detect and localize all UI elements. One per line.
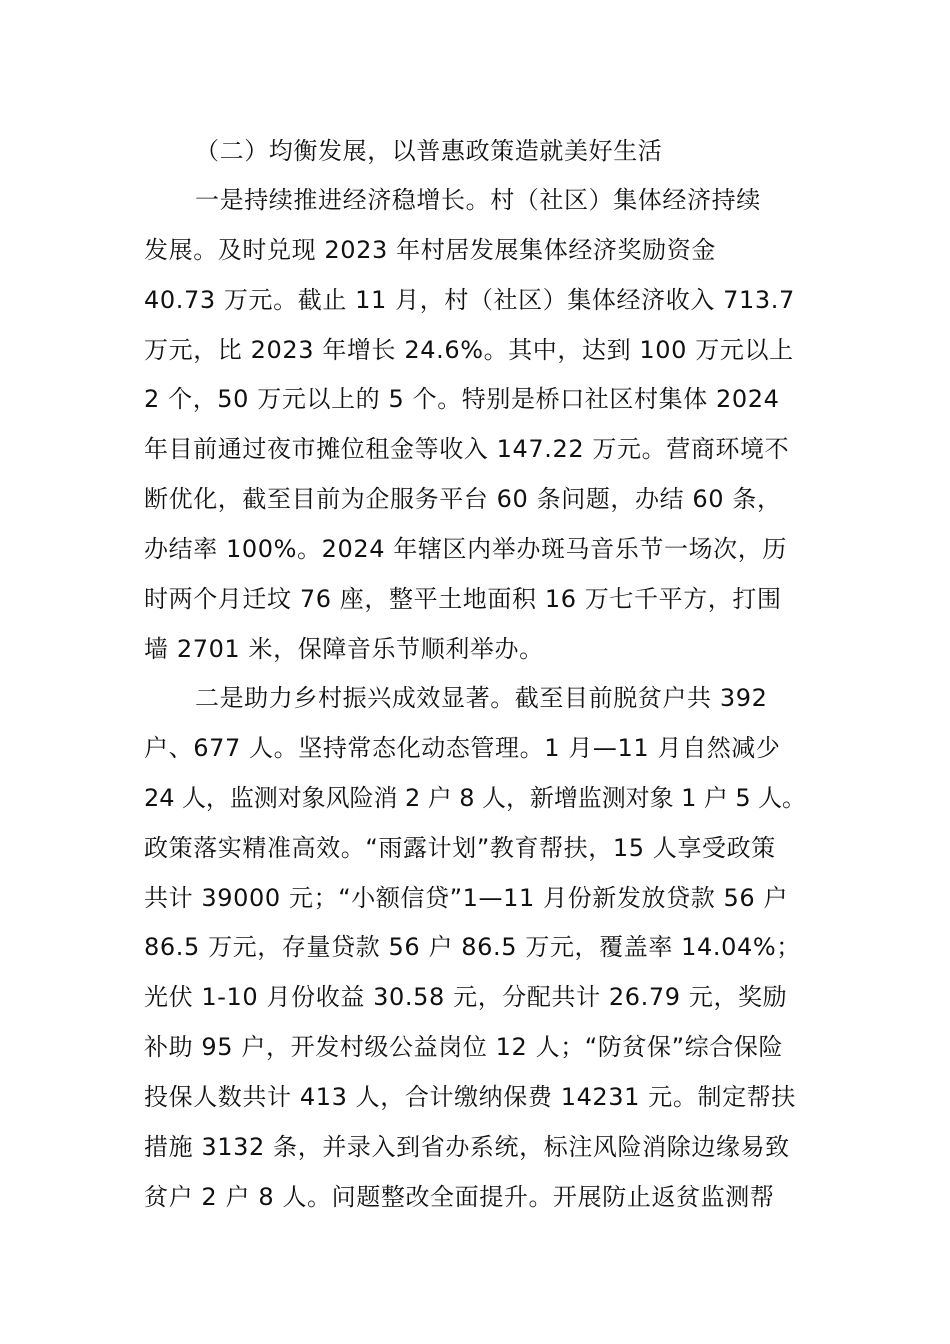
paragraph-1-line-5: 2 个，50 万元以上的 5 个。特别是桥口社区村集体 2024 bbox=[144, 385, 780, 413]
paragraph-2-line-6: 86.5 万元，存量贷款 56 户 86.5 万元，覆盖率 14.04%； bbox=[144, 933, 801, 961]
paragraph-1-line-1: 一是持续推进经济稳增长。村（社区）集体经济持续 bbox=[195, 186, 761, 214]
paragraph-1-line-6: 年目前通过夜市摊位租金等收入 147.22 万元。营商环境不 bbox=[144, 435, 790, 463]
paragraph-1-line-10: 墙 2701 米，保障音乐节顺利举办。 bbox=[144, 635, 544, 663]
paragraph-2-line-3: 24 人，监测对象风险消 2 户 8 人，新增监测对象 1 户 5 人。 bbox=[144, 784, 806, 812]
paragraph-1-line-3: 40.73 万元。截止 11 月，村（社区）集体经济收入 713.7 bbox=[144, 286, 795, 314]
paragraph-1-line-9: 时两个月迁坟 76 座，整平土地面积 16 万七千平方，打围 bbox=[144, 585, 782, 613]
paragraph-2-line-2: 户、677 人。坚持常态化动态管理。1 月—11 月自然减少 bbox=[144, 734, 781, 762]
paragraph-2-line-9: 投保人数共计 413 人，合计缴纳保费 14231 元。制定帮扶 bbox=[144, 1083, 796, 1111]
paragraph-1-line-2: 发展。及时兑现 2023 年村居发展集体经济奖励资金 bbox=[144, 236, 716, 264]
paragraph-2-line-10: 措施 3132 条，并录入到省办系统，标注风险消除边缘易致 bbox=[144, 1133, 790, 1161]
paragraph-2-line-4: 政策落实精准高效。“雨露计划”教育帮扶，15 人享受政策 bbox=[144, 834, 776, 862]
paragraph-2-line-8: 补助 95 户，开发村级公益岗位 12 人；“防贫保”综合保险 bbox=[144, 1033, 784, 1061]
paragraph-1-line-4: 万元，比 2023 年增长 24.6%。其中，达到 100 万元以上 bbox=[144, 336, 794, 364]
paragraph-2-line-11: 贫户 2 户 8 人。问题整改全面提升。开展防止返贫监测帮 bbox=[144, 1183, 775, 1211]
paragraph-2-line-5: 共计 39000 元；“小额信贷”1—11 月份新发放贷款 56 户 bbox=[144, 884, 789, 912]
section-heading: （二）均衡发展，以普惠政策造就美好生活 bbox=[195, 137, 663, 165]
paragraph-2-line-1: 二是助力乡村振兴成效显著。截至目前脱贫户共 392 bbox=[195, 684, 768, 712]
paragraph-1-line-7: 断优化，截至目前为企服务平台 60 条问题，办结 60 条， bbox=[144, 485, 782, 513]
paragraph-1-line-8: 办结率 100%。2024 年辖区内举办斑马音乐节一场次，历 bbox=[144, 535, 787, 563]
paragraph-2-line-7: 光伏 1-10 月份收益 30.58 元，分配共计 26.79 元，奖励 bbox=[144, 983, 788, 1011]
